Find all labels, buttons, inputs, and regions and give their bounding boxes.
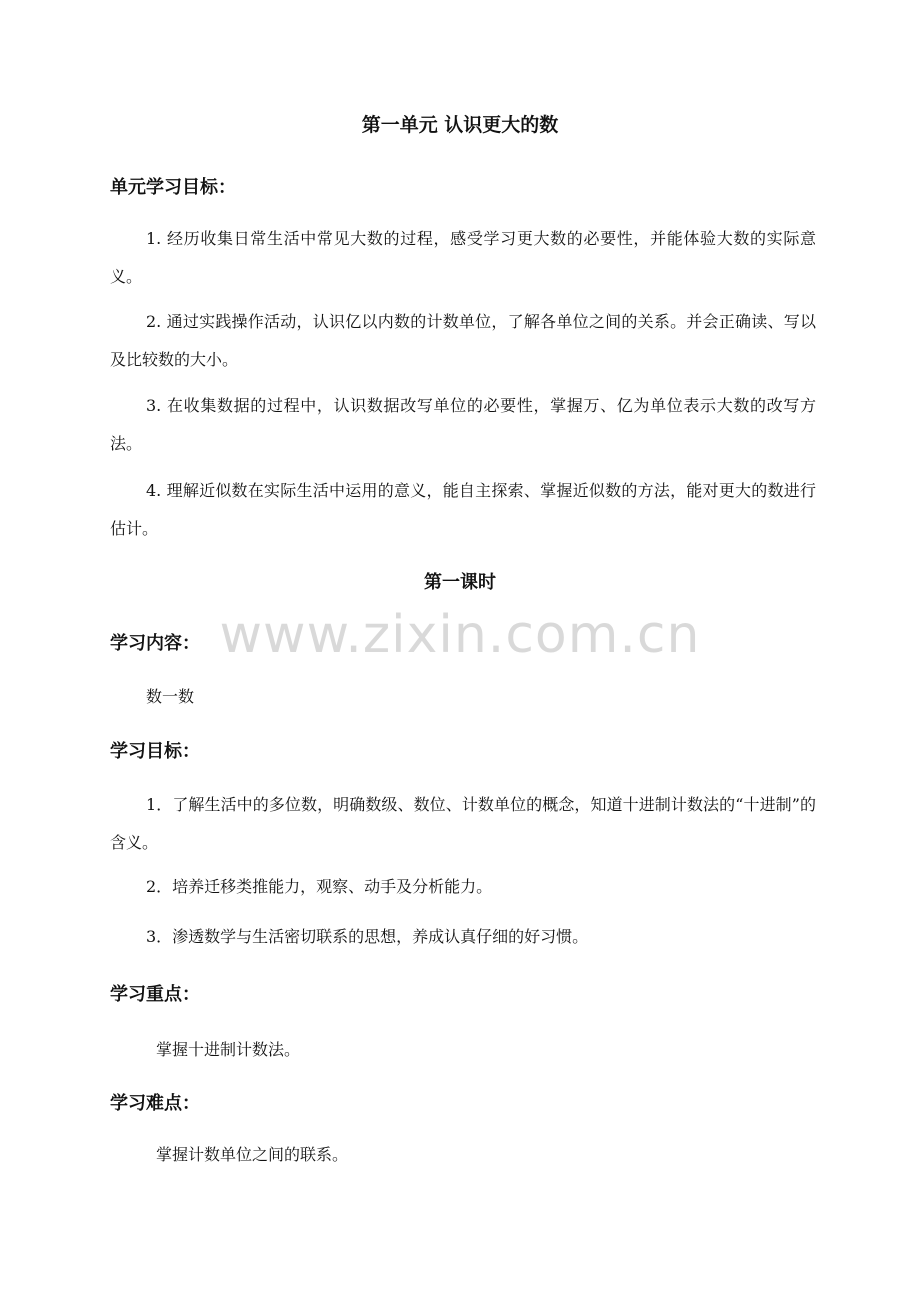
unit-goals-heading: 单元学习目标： [110, 177, 236, 198]
lesson-title: 第一课时 [424, 572, 496, 593]
key-point-heading: 学习重点： [110, 984, 200, 1005]
objective-item: 1．了解生活中的多位数，明确数级、数位、计数单位的概念，知道十进制计数法的“十进制”的含义。 [110, 795, 816, 852]
objective-item: 2．培养迁移类推能力，观察、动手及分析能力。 [146, 877, 493, 896]
objectives-heading: 学习目标： [110, 741, 200, 762]
document-title: 第一单元 认识更大的数 [361, 114, 559, 136]
watermark-text: www.zixin.com.cn [219, 605, 701, 665]
unit-goal-item: 2. 通过实践操作活动，认识亿以内数的计数单位，了解各单位之间的关系。并会正确读、写以及比较数的大小。 [110, 312, 816, 369]
objective-item: 3．渗透数学与生活密切联系的思想，养成认真仔细的好习惯。 [146, 927, 589, 946]
unit-goal-item: 4. 理解近似数在实际生活中运用的意义，能自主探索、掌握近似数的方法，能对更大的数进行估计。 [110, 481, 816, 538]
unit-goal-item: 3. 在收集数据的过程中，认识数据改写单位的必要性，掌握万、亿为单位表示大数的改写方法。 [110, 396, 816, 453]
difficulty-heading: 学习难点： [110, 1093, 200, 1114]
difficulty-text: 掌握计数单位之间的联系。 [156, 1145, 349, 1164]
content-heading: 学习内容： [110, 633, 200, 654]
key-point-text: 掌握十进制计数法。 [156, 1040, 301, 1059]
content-text: 数一数 [146, 687, 195, 706]
unit-goal-item: 1. 经历收集日常生活中常见大数的过程，感受学习更大数的必要性，并能体验大数的实际意义。 [110, 229, 816, 286]
